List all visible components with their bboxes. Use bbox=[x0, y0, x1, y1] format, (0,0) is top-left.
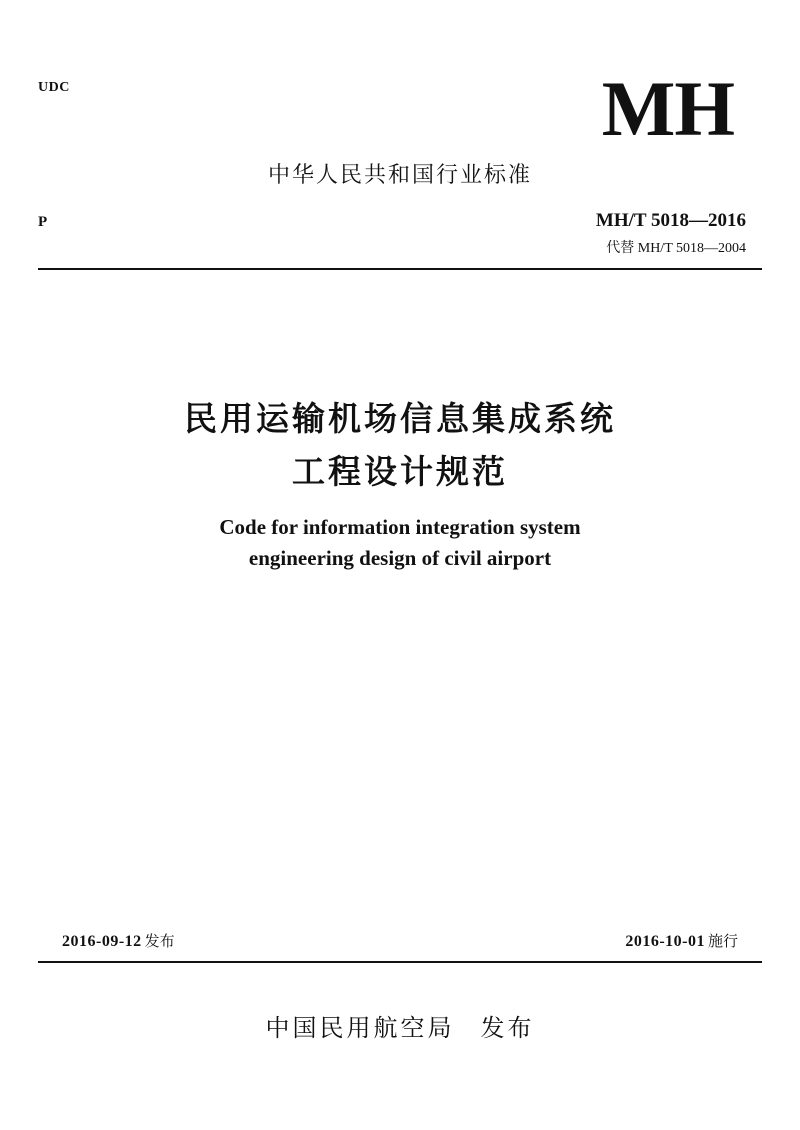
publisher-name: 中国民用航空局 bbox=[265, 1014, 455, 1042]
issue-date bbox=[62, 930, 175, 951]
title-cn-line1: 民用运输机场信息集成系统 bbox=[184, 399, 616, 438]
standard-number: MH/T 5018—2016 bbox=[595, 210, 746, 231]
publish-word: 发布 bbox=[480, 1014, 535, 1042]
title-en-line1: Code for information integration system bbox=[219, 515, 581, 539]
bottom-divider bbox=[38, 961, 762, 963]
title-en-line2: engineering design of civil airport bbox=[248, 546, 552, 570]
title-cn-line2: 工程设计规范 bbox=[292, 452, 508, 491]
issue-word: 发布 bbox=[144, 932, 175, 950]
classification-code: P bbox=[38, 214, 48, 230]
standard-type: 中华人民共和国行业标准 bbox=[267, 163, 532, 188]
replaces-standard: 代替 MH/T 5018—2004 bbox=[606, 241, 746, 256]
implementation-word: 施行 bbox=[707, 932, 738, 950]
top-divider bbox=[38, 268, 762, 270]
issue-date-value: 2016-09-12 bbox=[62, 933, 142, 950]
implementation-date bbox=[625, 930, 738, 951]
implementation-date-value: 2016-10-01 bbox=[625, 933, 705, 950]
publisher bbox=[0, 1008, 800, 1043]
udc-label: UDC bbox=[38, 80, 70, 95]
mh-logo: MH bbox=[601, 65, 734, 152]
